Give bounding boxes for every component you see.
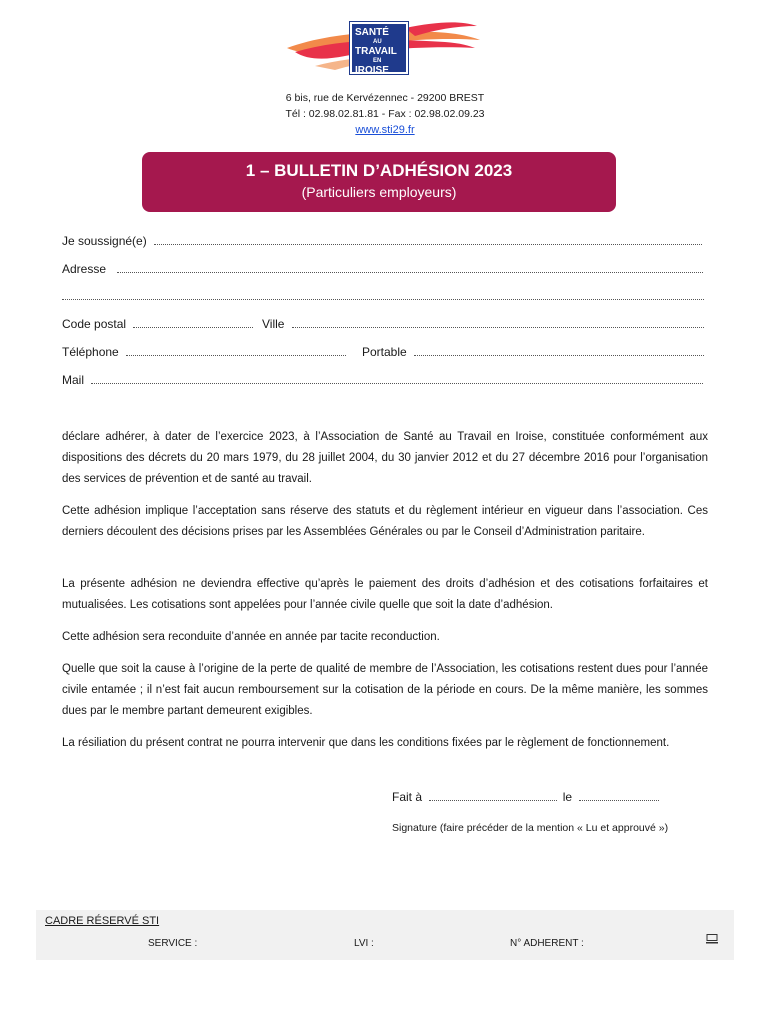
field-adresse-line[interactable] — [117, 262, 703, 273]
field-adresse-2[interactable] — [62, 289, 704, 303]
fait-a-field[interactable] — [392, 790, 659, 804]
field-adresse[interactable] — [62, 262, 703, 276]
address-block — [0, 90, 770, 138]
field-ville[interactable] — [262, 317, 704, 331]
banner-subtitle: (Particuliers employeurs) — [301, 184, 457, 200]
logo-line-iroise: IROISE — [355, 65, 389, 76]
logo-line-au: AU — [373, 39, 382, 45]
field-mail[interactable] — [62, 373, 703, 387]
computer-icon — [706, 934, 718, 944]
le-label: le — [562, 790, 573, 804]
adherent-label: N° ADHERENT : — [510, 938, 584, 949]
field-code-postal-label: Code postal — [62, 317, 127, 331]
paragraph-cotisations: Quelle que soit la cause à l’origine de la perte de qualité de membre de l’Association, les cotisations restent dues pour l’année civile entamée ; il n’est fait aucun remboursement sur la cotisation de la période en cours. De la même manière, les sommes dues par le membre partant demeurent exigibles. — [62, 663, 708, 717]
field-telephone[interactable] — [62, 345, 346, 359]
fait-a-label: Fait à — [392, 790, 423, 804]
field-soussigne-label: Je soussigné(e) — [62, 234, 147, 248]
logo — [285, 18, 485, 80]
field-adresse-line-2[interactable] — [62, 289, 704, 300]
signature-instruction: Signature (faire précéder de la mention « Lu et approuvé ») — [392, 822, 669, 834]
paragraph-acceptation: Cette adhésion implique l’acceptation sans réserve des statuts et du règlement intérieur en vigueur dans l’association. Ces derniers découlent des décisions prises par les Assemblées Générales ou par le Conseil d’Administration paritaire. — [62, 505, 708, 538]
field-code-postal-line[interactable] — [133, 317, 253, 328]
lvi-label: LVI : — [354, 938, 374, 949]
phone-fax-line: Tél : 02.98.02.81.81 - Fax : 02.98.02.09.23 — [285, 108, 485, 120]
field-code-postal[interactable] — [62, 317, 253, 331]
paragraph-effective: La présente adhésion ne deviendra effective qu’après le paiement des droits d’adhésion et des cotisations forfaitaires et mutualisées. Les cotisations sont appelées pour l’année civile quelle que soit la date d’adhésion. — [62, 578, 708, 611]
field-mail-line[interactable] — [91, 373, 703, 384]
field-telephone-line[interactable] — [126, 345, 346, 356]
field-portable-label: Portable — [362, 345, 407, 359]
field-ville-label: Ville — [262, 317, 285, 331]
logo-line-sante: SANTÉ — [355, 27, 389, 38]
banner-title: 1 – BULLETIN D’ADHÉSION 2023 — [245, 161, 513, 180]
paragraph-resiliation: La résiliation du présent contrat ne pourra intervenir que dans les conditions fixées par le règlement de fonctionnement. — [62, 737, 670, 749]
cadre-title: CADRE RÉSERVÉ STI — [45, 915, 160, 927]
logo-text — [355, 26, 403, 39]
date-line[interactable] — [579, 790, 659, 801]
field-adresse-label: Adresse — [62, 262, 107, 276]
service-label: SERVICE : — [148, 938, 198, 949]
logo-line-travail: TRAVAIL — [355, 46, 397, 57]
field-portable[interactable] — [362, 345, 704, 359]
paragraph-declaration: déclare adhérer, à dater de l’exercice 2023, à l’Association de Santé au Travail en Iroise, constituée conformément aux dispositions des décrets du 20 mars 1979, du 28 juillet 2004, du 30 janvier 2012 et du 27 décembre 2016 pour l’organisation des services de prévention et de santé au travail. — [62, 431, 708, 485]
logo-line-en: EN — [373, 58, 382, 64]
field-ville-line[interactable] — [292, 317, 704, 328]
website-link[interactable]: www.sti29.fr — [355, 124, 415, 136]
paragraph-reconduction: Cette adhésion sera reconduite d’année en année par tacite reconduction. — [62, 631, 440, 643]
field-portable-line[interactable] — [414, 345, 704, 356]
field-telephone-label: Téléphone — [62, 345, 119, 359]
fait-a-line[interactable] — [429, 790, 557, 801]
title-banner — [142, 152, 616, 212]
field-soussigne[interactable] — [62, 234, 702, 248]
field-mail-label: Mail — [62, 373, 85, 387]
field-soussigne-line[interactable] — [154, 234, 702, 245]
logo-box — [350, 22, 408, 74]
address-line: 6 bis, rue de Kervézennec - 29200 BREST — [285, 92, 485, 104]
cadre-reserve — [36, 910, 734, 960]
